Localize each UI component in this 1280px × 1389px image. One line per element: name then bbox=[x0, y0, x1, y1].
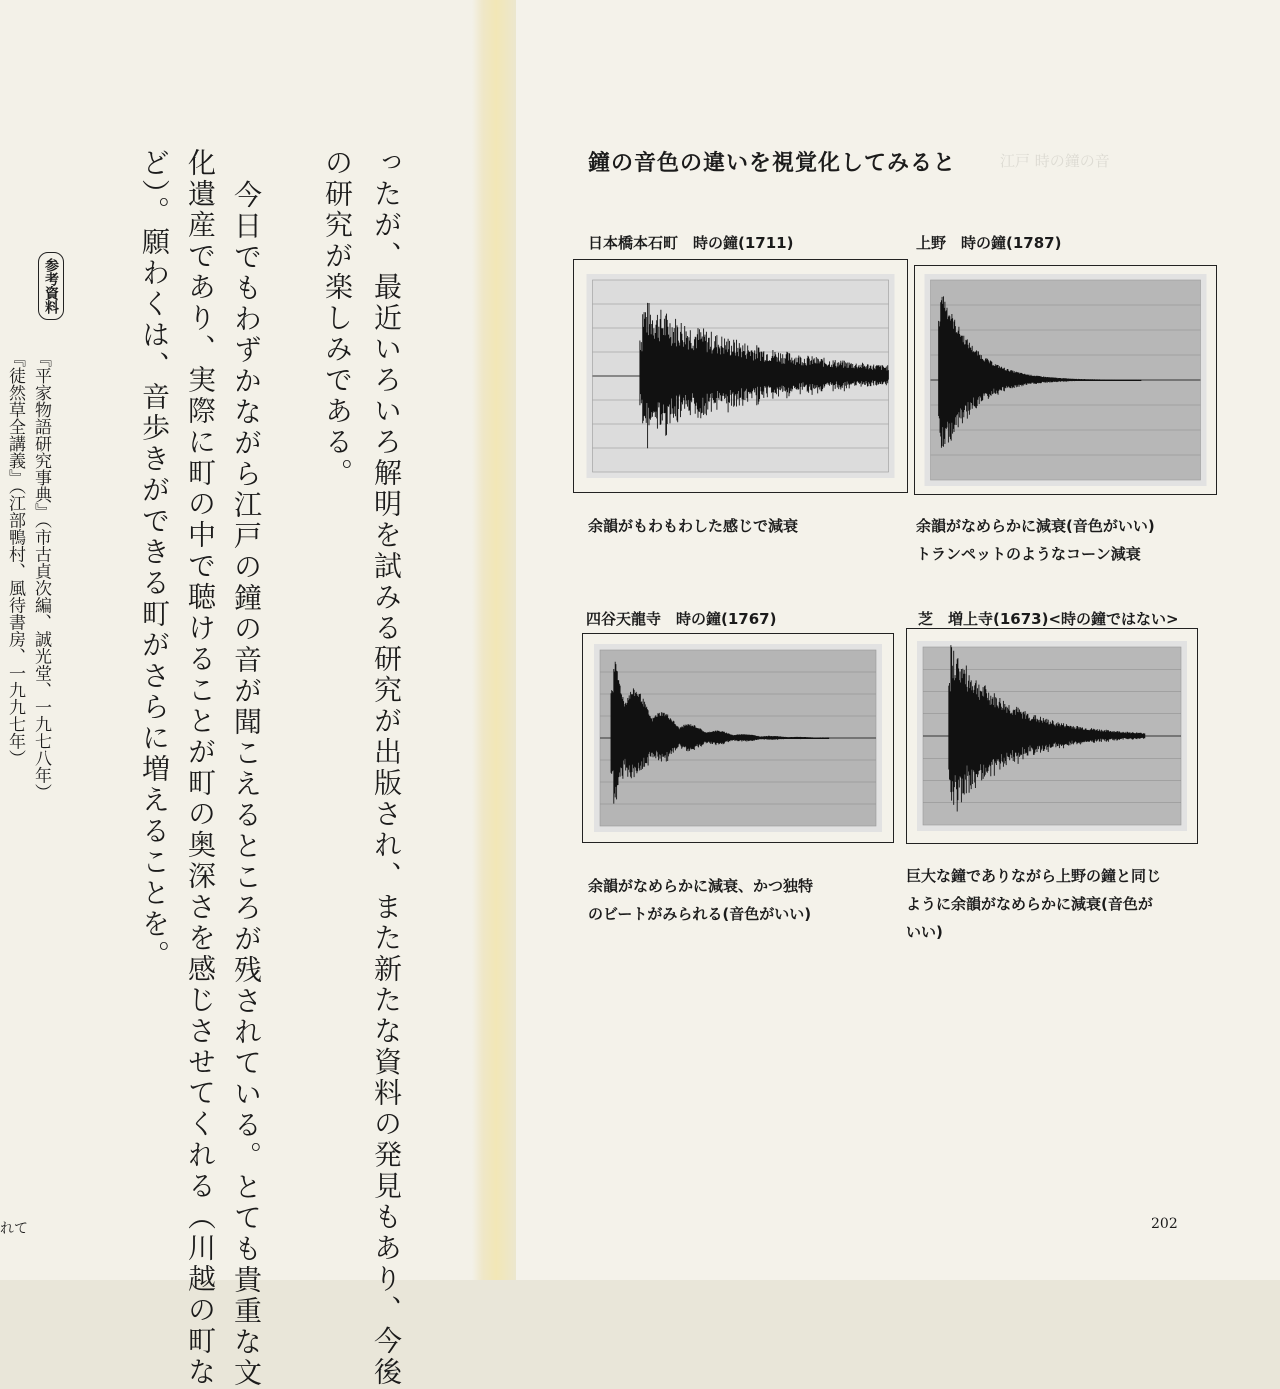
body-column-4: 化遺産であり、実際に町の中で聴けることが町の奥深さを感じさせてくれる（川越の町な bbox=[184, 148, 217, 1388]
panel-caption-nihonbashi: 余韻がもわもわした感じで減衰 bbox=[588, 517, 799, 535]
reference-2: 『徒然草全講義』（江部鴨村、風待書房、一九九七年） bbox=[5, 350, 25, 767]
panel-title-ueno: 上野 時の鐘(1787) bbox=[916, 234, 1062, 252]
waveform-panel-zojoji bbox=[906, 628, 1198, 844]
ghost-text: 江戸 時の鐘の音 bbox=[1000, 152, 1110, 170]
book-gutter bbox=[472, 0, 516, 1280]
references-label: 参考資料 bbox=[38, 252, 64, 320]
footer-fragment: れて bbox=[0, 1221, 28, 1237]
body-column-3: 今日でもわずかながら江戸の鐘の音が聞こえるところが残されている。とても貴重な文 bbox=[230, 180, 263, 1389]
waveform-zojoji bbox=[907, 629, 1197, 843]
waveform-panel-nihonbashi bbox=[573, 259, 908, 493]
waveform-panel-yotsuya bbox=[582, 633, 894, 843]
reference-1: 『平家物語研究事典』（市古貞次編、誠光堂、一九七八年） bbox=[31, 350, 51, 801]
page-number: 202 bbox=[1151, 1216, 1178, 1232]
body-column-2: の研究が楽しみである。 bbox=[321, 148, 354, 489]
body-column-1: ったが、最近いろいろ解明を試みる研究が出版され、また新たな資料の発見もあり、今後 bbox=[370, 148, 403, 1388]
waveform-ueno bbox=[915, 266, 1216, 494]
panel-caption-yotsuya: 余韻がなめらかに減衰、かつ独特 のビートがみられる(音色がいい) bbox=[588, 877, 814, 923]
waveform-yotsuya bbox=[583, 634, 893, 842]
left-page bbox=[0, 0, 492, 1389]
panel-title-zojoji: 芝 増上寺(1673)<時の鐘ではない> bbox=[918, 610, 1179, 628]
panel-title-nihonbashi: 日本橋本石町 時の鐘(1711) bbox=[588, 234, 794, 252]
panel-title-yotsuya: 四谷天龍寺 時の鐘(1767) bbox=[586, 610, 777, 628]
waveform-panel-ueno bbox=[914, 265, 1217, 495]
waveform-nihonbashi bbox=[574, 260, 907, 492]
panel-caption-zojoji: 巨大な鐘でありながら上野の鐘と同じ ように余韻がなめらかに減衰(音色が いい) bbox=[906, 867, 1162, 941]
figure-heading: 鐘の音色の違いを視覚化してみると bbox=[588, 151, 957, 176]
panel-caption-ueno: 余韻がなめらかに減衰(音色がいい) トランペットのようなコーン減衰 bbox=[916, 517, 1155, 563]
body-column-5: ど）。願わくは、音歩きができる町がさらに増えることを。 bbox=[138, 148, 171, 971]
